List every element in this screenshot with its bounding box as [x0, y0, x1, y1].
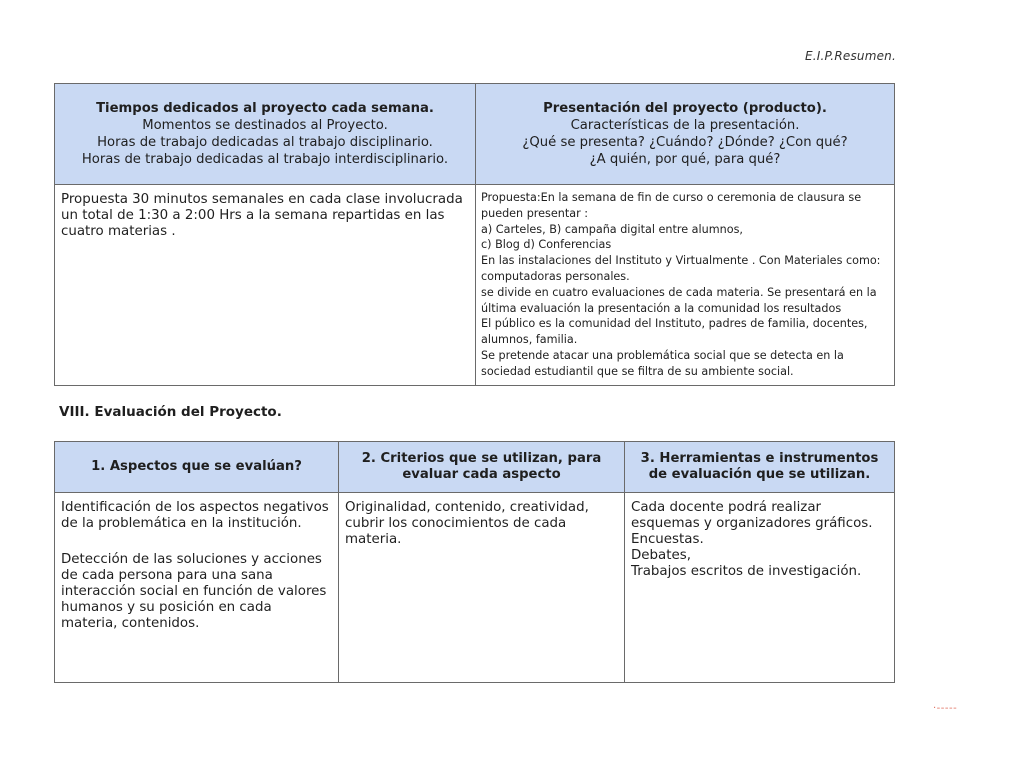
document-code: E.I.P.Resumen.	[804, 49, 896, 63]
tools-line: Trabajos escritos de investigación.	[631, 564, 862, 579]
project-time-presentation-table	[54, 83, 895, 386]
presentation-line: c) Blog d) Conferencias	[481, 238, 612, 252]
presentation-header-line: ¿Qué se presenta? ¿Cuándo? ¿Dónde? ¿Con qué?	[522, 135, 848, 150]
table-row	[55, 493, 895, 683]
presentation-line: Propuesta:En la semana de fin de curso o ceremonia de clausura se pueden presentar :	[481, 191, 862, 220]
section-title: VIII. Evaluación del Proyecto.	[59, 404, 282, 420]
footer-mark: ·-----	[933, 703, 958, 714]
time-header-line: Horas de trabajo dedicadas al trabajo disciplinario.	[97, 135, 433, 150]
aspects-cell	[55, 493, 339, 683]
table-header-row	[55, 442, 895, 493]
aspects-header: 1. Aspectos que se evalúan?	[55, 442, 339, 493]
table-row	[55, 185, 895, 386]
criteria-header: 2. Criterios que se utilizan, para evaluar cada aspecto	[339, 442, 625, 493]
presentation-header-line: ¿A quién, por qué, para qué?	[589, 152, 781, 167]
presentation-line: a) Carteles, B) campaña digital entre alumnos,	[481, 222, 743, 236]
presentation-header-title: Presentación del proyecto (producto).	[543, 101, 827, 116]
presentation-header-line: Características de la presentación.	[570, 118, 800, 133]
time-header-line: Momentos se destinados al Proyecto.	[142, 118, 388, 133]
time-header-line: Horas de trabajo dedicadas al trabajo interdisciplinario.	[81, 152, 449, 167]
aspect-paragraph: Identificación de los aspectos negativos de la problemática en la institución.	[61, 500, 329, 531]
time-proposal-cell	[55, 185, 476, 386]
project-evaluation-table	[54, 441, 895, 683]
tools-cell	[625, 493, 895, 683]
criteria-text: Originalidad, contenido, creatividad, cubrir los conocimientos de cada materia.	[345, 500, 589, 547]
presentation-proposal-cell	[476, 185, 895, 386]
tools-line: Debates,	[631, 548, 691, 563]
presentation-header	[476, 84, 895, 185]
criteria-cell	[339, 493, 625, 683]
time-header-title: Tiempos dedicados al proyecto cada semana.	[96, 101, 434, 116]
presentation-line: Se pretende atacar una problemática social que se detecta en la sociedad estudiantil que se filtra de su ambiente social.	[481, 348, 844, 378]
tools-line: Cada docente podrá realizar esquemas y organizadores gráficos. Encuestas.	[631, 500, 873, 547]
presentation-line: se divide en cuatro evaluaciones de cada materia. Se presentará en la última evaluación la presentación a la comunidad los resultados	[481, 285, 877, 315]
aspect-paragraph: Detección de las soluciones y acciones de cada persona para una sana interacción social en función de valores humanos y su posición en cada materia, contenidos.	[61, 552, 327, 631]
time-dedicated-header	[55, 84, 476, 185]
presentation-line: El público es la comunidad del Instituto, padres de familia, docentes, alumnos, familia.	[481, 317, 868, 347]
table-header-row	[55, 84, 895, 185]
time-proposal-text: Propuesta 30 minutos semanales en cada clase involucrada un total de 1:30 a 2:00 Hrs a la semana repartidas en las cuatro materias .	[61, 192, 463, 239]
tools-header: 3. Herramientas e instrumentos de evaluación que se utilizan.	[625, 442, 895, 493]
presentation-line: En las instalaciones del Instituto y Virtualmente . Con Materiales como: computadoras personales.	[481, 254, 881, 283]
